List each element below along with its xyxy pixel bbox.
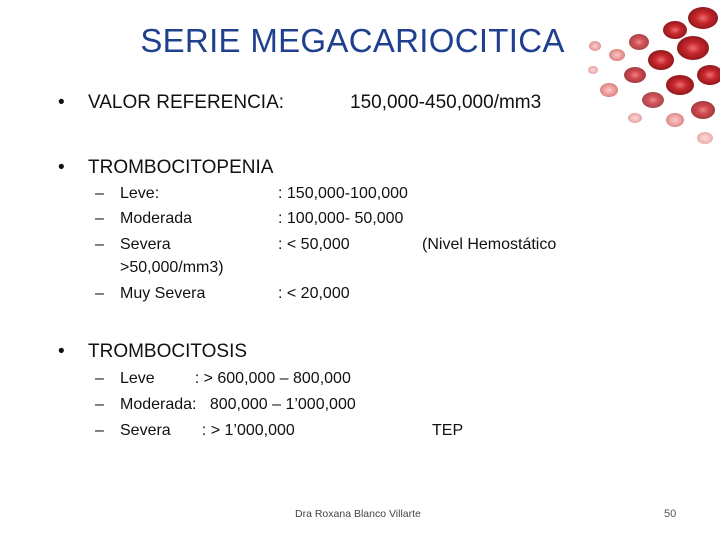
- thrombocytosis-item: Severa : > 1’000,000: [120, 422, 295, 439]
- dash-icon: –: [95, 370, 104, 387]
- thrombocytosis-item: Moderada: 800,000 – 1’000,000: [120, 396, 356, 413]
- bullet-icon: •: [58, 157, 65, 178]
- severity-value: : < 50,000: [278, 236, 350, 253]
- slide-title: SERIE MEGACARIOCITICA: [140, 22, 565, 59]
- dash-icon: –: [95, 396, 104, 413]
- thrombocytopenia-heading: TROMBOCITOPENIA: [88, 157, 274, 178]
- severity-label: Leve:: [120, 185, 160, 202]
- bullet-icon: •: [58, 92, 65, 113]
- page-number: 50: [664, 508, 677, 520]
- severity-label: Moderada: [120, 210, 193, 227]
- severity-label: Muy Severa: [120, 285, 206, 302]
- severity-value: : < 20,000: [278, 285, 350, 302]
- dash-icon: –: [95, 285, 104, 302]
- reference-label: VALOR REFERENCIA:: [88, 92, 285, 113]
- dash-icon: –: [95, 185, 104, 202]
- severity-value: : 100,000- 50,000: [278, 210, 404, 227]
- severity-note-continuation: >50,000/mm3): [120, 259, 224, 276]
- reference-value: 150,000-450,000/mm3: [350, 92, 542, 113]
- dash-icon: –: [95, 236, 104, 253]
- severity-value: : 150,000-100,000: [278, 185, 408, 202]
- dash-icon: –: [95, 210, 104, 227]
- tep-label: TEP: [432, 422, 464, 439]
- severity-note: (Nivel Hemostático: [422, 236, 557, 253]
- bullet-icon: •: [58, 341, 65, 362]
- thrombocytosis-item: Leve : > 600,000 – 800,000: [120, 370, 351, 387]
- severity-label: Severa: [120, 236, 171, 253]
- footer-author: Dra Roxana Blanco Villarte: [295, 508, 421, 520]
- thrombocytosis-heading: TROMBOCITOSIS: [88, 341, 248, 362]
- dash-icon: –: [95, 422, 104, 439]
